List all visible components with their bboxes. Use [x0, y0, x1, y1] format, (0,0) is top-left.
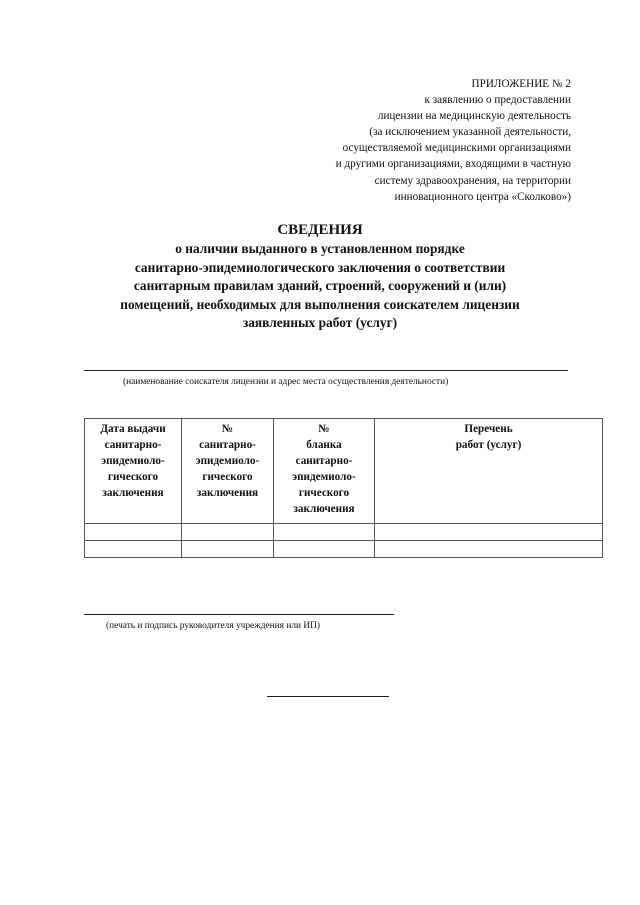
appendix-line: лицензии на медицинскую деятельность — [377, 110, 571, 123]
table-row — [85, 541, 603, 558]
document-title: СВЕДЕНИЯ — [277, 222, 363, 238]
table-cell — [375, 524, 603, 541]
table-cell — [85, 541, 182, 558]
appendix-line: и другими организациями, входящими в частную — [335, 158, 571, 171]
date-line — [267, 696, 389, 697]
appendix-line: инновационного центра «Сколково») — [394, 190, 571, 203]
table-row — [85, 524, 603, 541]
subtitle-line: помещений, необходимых для выполнения соискателем лицензии — [120, 296, 520, 312]
signature-line — [84, 614, 394, 615]
applicant-caption: (наименование соискателя лицензии и адрес места осуществления деятельности) — [123, 377, 449, 387]
appendix-header — [241, 76, 571, 205]
table-cell — [274, 524, 375, 541]
appendix-line: осуществляемой медицинскими организациями — [342, 142, 571, 155]
table-header-row — [85, 419, 603, 524]
document-heading — [60, 220, 580, 333]
table-cell — [375, 541, 603, 558]
column-header-form-number: № бланка санитарно- эпидемиоло- гического заключения — [274, 419, 375, 524]
table-cell — [182, 541, 274, 558]
subtitle-line: о наличии выданного в установленном порядке — [175, 241, 465, 256]
table-cell — [85, 524, 182, 541]
column-header-conclusion-number: № санитарно- эпидемиоло- гического заключения — [182, 419, 274, 524]
signature-caption: (печать и подпись руководителя учреждения или ИП) — [106, 621, 321, 631]
applicant-line — [84, 370, 568, 371]
document-subtitle — [60, 240, 580, 333]
appendix-line: к заявлению о предоставлении — [424, 94, 571, 107]
table-cell — [274, 541, 375, 558]
conclusions-table — [84, 418, 603, 558]
subtitle-line: санитарно-эпидемиологического заключения о соответствии — [134, 259, 506, 275]
table-cell — [182, 524, 274, 541]
column-header-issue-date: Дата выдачи санитарно- эпидемиоло- гического заключения — [85, 419, 182, 524]
appendix-line: (за исключением указанной деятельности, — [369, 126, 571, 139]
appendix-line: систему здравоохранения, на территории — [374, 174, 571, 187]
subtitle-line: санитарным правилам зданий, строений, сооружений и (или) — [133, 278, 507, 293]
column-header-works-list: Перечень работ (услуг) — [375, 419, 603, 524]
subtitle-line: заявленных работ (услуг) — [242, 315, 398, 330]
appendix-line: ПРИЛОЖЕНИЕ № 2 — [471, 78, 571, 90]
